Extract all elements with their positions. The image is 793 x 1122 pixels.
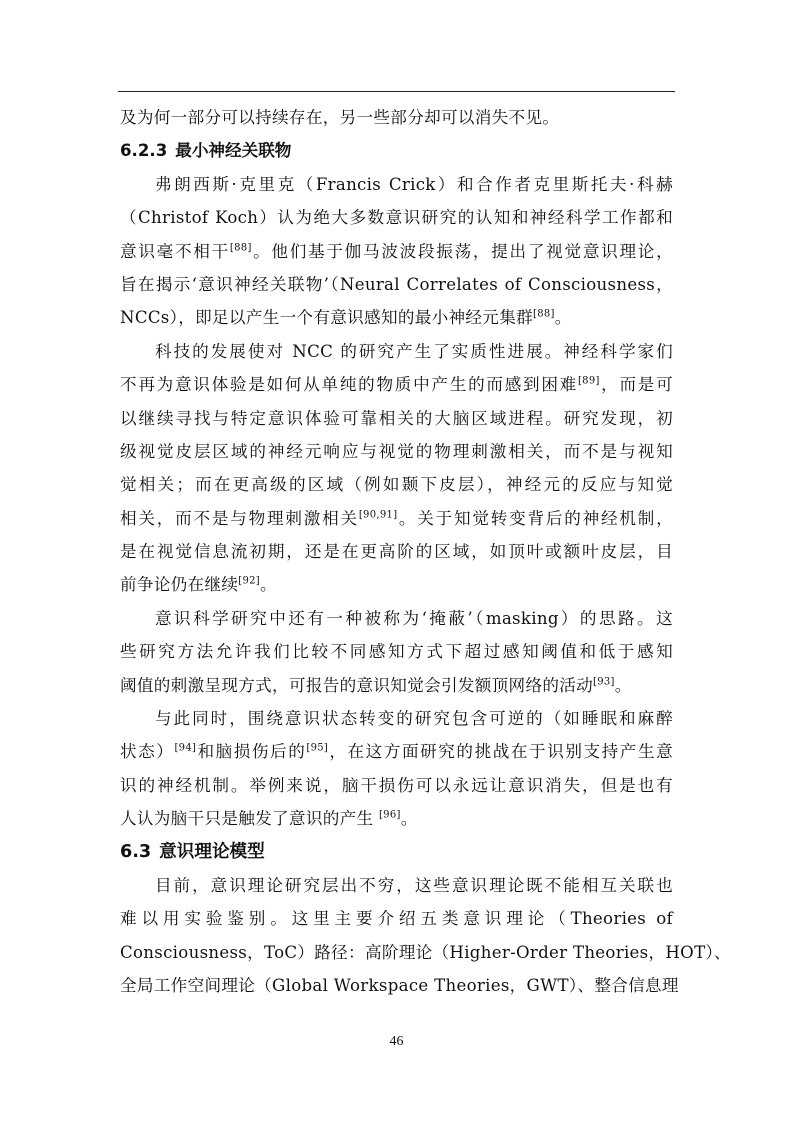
text-line: （Christof Koch）认为绝大多数意识研究的认知和神经科学工作都和 [120, 208, 673, 228]
page-number: 46 [389, 1034, 404, 1049]
text-line: 及为何一部分可以持续存在，另一些部分却可以消失不见。 [120, 108, 560, 127]
text-line: NCCs），即足以产生一个有意识感知的最小神经元集群[88]。 [120, 308, 572, 328]
text-line: 旨在揭示‘意识神经关联物’（Neural Correlates of Consciousness， [120, 274, 673, 294]
text-line: 相关，而不是与物理刺激相关[90,91]。关于知觉转变背后的神经机制， [120, 508, 673, 528]
text-line: 是在视觉信息流初期，还是在更高阶的区域，如顶叶或额叶皮层，目 [120, 542, 673, 562]
text-line: 全局工作空间理论（Global Workspace Theories，GWT）、整合信息理 [120, 976, 679, 996]
page-body [120, 101, 731, 1003]
section-title: 最小神经关联物 [175, 141, 292, 161]
text-line: 级视觉皮层区域的神经元响应与视觉的物理刺激相关，而不是与视知 [120, 441, 673, 461]
section-number: 6.3 [120, 841, 152, 862]
header-rule [118, 91, 675, 92]
text-line: 意识毫不相干[88]。他们基于伽马波波段振荡，提出了视觉意识理论， [120, 241, 673, 261]
text-line: 科技的发展使对 NCC 的研究产生了实质性进展。神经科学家们 [155, 341, 673, 361]
text-line: 些研究方法允许我们比较不同感知方式下超过感知阈值和低于感知 [120, 642, 673, 662]
text-line: 不再为意识体验是如何从单纯的物质中产生的而感到困难[89]，而是可 [120, 375, 673, 395]
text-line: Consciousness，ToC）路径：高阶理论（Higher-Order Theories，HOT）、 [120, 942, 731, 962]
section-heading [120, 134, 673, 167]
text-line: 弗朗西斯·克里克（Francis Crick）和合作者克里斯托夫·科赫 [155, 174, 673, 194]
text-line: 以继续寻找与特定意识体验可靠相关的大脑区域进程。研究发现，初 [120, 408, 673, 428]
section-heading [120, 836, 673, 869]
section-title: 意识理论模型 [159, 841, 265, 862]
text-line: 难以用实验鉴别。这里主要介绍五类意识理论（Theories of [120, 909, 673, 929]
text-line: 识的神经机制。举例来说，脑干损伤可以永远让意识消失，但是也有 [120, 775, 673, 795]
section-number: 6.2.3 [120, 141, 168, 161]
text-line: 觉相关；而在更高级的区域（例如颞下皮层），神经元的反应与知觉 [120, 475, 673, 495]
text-line: 人认为脑干只是触发了意识的产生 [96]。 [120, 809, 418, 829]
text-line: 目前，意识理论研究层出不穷，这些意识理论既不能相互关联也 [155, 875, 673, 895]
text-line: 与此同时，围绕意识状态转变的研究包含可逆的（如睡眠和麻醉 [155, 709, 673, 729]
text-line: 意识科学研究中还有一种被称为‘掩蔽’（masking）的思路。这 [155, 608, 673, 628]
text-line: 状态）[94]和脑损伤后的[95]，在这方面研究的挑战在于识别支持产生意 [120, 742, 673, 762]
text-line: 前争论仍在继续[92]。 [120, 575, 277, 595]
text-line: 阈值的刺激呈现方式，可报告的意识知觉会引发额顶网络的活动[93]。 [120, 675, 632, 695]
